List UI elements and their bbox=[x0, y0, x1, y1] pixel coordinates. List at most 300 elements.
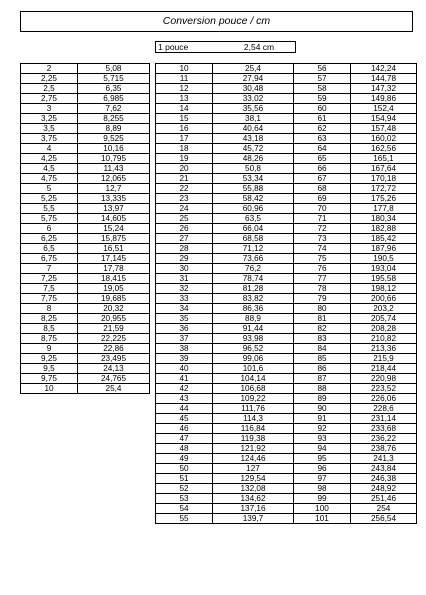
table-row bbox=[156, 94, 294, 104]
table-row bbox=[294, 134, 417, 144]
table-row bbox=[156, 304, 294, 314]
inch-cell: 65 bbox=[294, 154, 351, 164]
cm-cell: 132,08 bbox=[213, 484, 294, 494]
cm-cell: 7,62 bbox=[78, 104, 150, 114]
cm-cell: 185,42 bbox=[351, 234, 417, 244]
cm-cell: 14,605 bbox=[78, 214, 150, 224]
conversion-table-1 bbox=[20, 63, 150, 394]
cm-cell: 127 bbox=[213, 464, 294, 474]
inch-cell: 84 bbox=[294, 344, 351, 354]
table-row bbox=[21, 194, 150, 204]
cm-cell: 19,05 bbox=[78, 284, 150, 294]
cm-cell: 81,28 bbox=[213, 284, 294, 294]
inch-cell: 8 bbox=[21, 304, 78, 314]
inch-cell: 64 bbox=[294, 144, 351, 154]
cm-cell: 24,765 bbox=[78, 374, 150, 384]
table-row bbox=[156, 364, 294, 374]
inch-cell: 97 bbox=[294, 474, 351, 484]
cm-cell: 43,18 bbox=[213, 134, 294, 144]
cm-cell: 104,14 bbox=[213, 374, 294, 384]
table-row bbox=[294, 194, 417, 204]
table-row bbox=[294, 514, 417, 524]
cm-cell: 5,715 bbox=[78, 74, 150, 84]
cm-cell: 195,58 bbox=[351, 274, 417, 284]
table-row bbox=[156, 264, 294, 274]
cm-cell: 24,13 bbox=[78, 364, 150, 374]
cm-cell: 246,38 bbox=[351, 474, 417, 484]
cm-cell: 78,74 bbox=[213, 274, 294, 284]
cm-cell: 25,4 bbox=[78, 384, 150, 394]
table-row bbox=[156, 184, 294, 194]
inch-cell: 3,5 bbox=[21, 124, 78, 134]
cm-cell: 45,72 bbox=[213, 144, 294, 154]
inch-cell: 27 bbox=[156, 234, 213, 244]
cm-cell: 213,36 bbox=[351, 344, 417, 354]
inch-cell: 76 bbox=[294, 264, 351, 274]
table-row bbox=[156, 504, 294, 514]
table-row bbox=[294, 444, 417, 454]
inch-cell: 60 bbox=[294, 104, 351, 114]
cm-cell: 121,92 bbox=[213, 444, 294, 454]
inch-cell: 5 bbox=[21, 184, 78, 194]
cm-cell: 111,76 bbox=[213, 404, 294, 414]
cm-cell: 60,96 bbox=[213, 204, 294, 214]
table-row bbox=[294, 454, 417, 464]
cm-cell: 210,82 bbox=[351, 334, 417, 344]
table-row bbox=[294, 144, 417, 154]
table-row bbox=[156, 434, 294, 444]
inch-cell: 8,75 bbox=[21, 334, 78, 344]
inch-cell: 41 bbox=[156, 374, 213, 384]
cm-cell: 10,16 bbox=[78, 144, 150, 154]
table-row bbox=[156, 374, 294, 384]
table-row bbox=[294, 414, 417, 424]
table-row bbox=[156, 384, 294, 394]
table-row bbox=[294, 214, 417, 224]
inch-cell: 82 bbox=[294, 324, 351, 334]
inch-cell: 55 bbox=[156, 514, 213, 524]
inch-cell: 33 bbox=[156, 294, 213, 304]
inch-cell: 14 bbox=[156, 104, 213, 114]
table-row bbox=[21, 254, 150, 264]
cm-cell: 241,3 bbox=[351, 454, 417, 464]
inch-cell: 17 bbox=[156, 134, 213, 144]
inch-cell: 87 bbox=[294, 374, 351, 384]
table-row bbox=[156, 354, 294, 364]
cm-cell: 50,8 bbox=[213, 164, 294, 174]
inch-cell: 9,25 bbox=[21, 354, 78, 364]
table-row bbox=[294, 224, 417, 234]
cm-cell: 129,54 bbox=[213, 474, 294, 484]
cm-cell: 20,955 bbox=[78, 314, 150, 324]
inch-cell: 36 bbox=[156, 324, 213, 334]
table-row bbox=[294, 174, 417, 184]
table-row bbox=[294, 424, 417, 434]
cm-cell: 233,68 bbox=[351, 424, 417, 434]
inch-cell: 47 bbox=[156, 434, 213, 444]
table-row bbox=[156, 334, 294, 344]
inch-cell: 10 bbox=[21, 384, 78, 394]
cm-cell: 83,82 bbox=[213, 294, 294, 304]
table-row bbox=[21, 204, 150, 214]
cm-cell: 6,985 bbox=[78, 94, 150, 104]
table-row bbox=[21, 174, 150, 184]
inch-cell: 15 bbox=[156, 114, 213, 124]
table-row bbox=[294, 294, 417, 304]
inch-cell: 67 bbox=[294, 174, 351, 184]
cm-cell: 17,78 bbox=[78, 264, 150, 274]
inch-cell: 11 bbox=[156, 74, 213, 84]
table-row bbox=[156, 74, 294, 84]
cm-cell: 91,44 bbox=[213, 324, 294, 334]
inch-cell: 75 bbox=[294, 254, 351, 264]
table-row bbox=[294, 104, 417, 114]
cm-cell: 33,02 bbox=[213, 94, 294, 104]
inch-cell: 56 bbox=[294, 64, 351, 74]
inch-cell: 2 bbox=[21, 64, 78, 74]
inch-cell: 18 bbox=[156, 144, 213, 154]
table-row bbox=[294, 314, 417, 324]
cm-cell: 200,66 bbox=[351, 294, 417, 304]
inch-cell: 32 bbox=[156, 284, 213, 294]
inch-cell: 91 bbox=[294, 414, 351, 424]
cm-cell: 137,16 bbox=[213, 504, 294, 514]
inch-cell: 63 bbox=[294, 134, 351, 144]
table-row bbox=[294, 284, 417, 294]
cm-cell: 254 bbox=[351, 504, 417, 514]
inch-cell: 49 bbox=[156, 454, 213, 464]
cm-cell: 25,4 bbox=[213, 64, 294, 74]
table-row bbox=[156, 494, 294, 504]
cm-cell: 15,24 bbox=[78, 224, 150, 234]
inch-cell: 74 bbox=[294, 244, 351, 254]
cm-cell: 48,26 bbox=[213, 154, 294, 164]
cm-cell: 187,96 bbox=[351, 244, 417, 254]
cm-cell: 71,12 bbox=[213, 244, 294, 254]
inch-cell: 7,5 bbox=[21, 284, 78, 294]
cm-cell: 149,86 bbox=[351, 94, 417, 104]
cm-cell: 58,42 bbox=[213, 194, 294, 204]
table-row bbox=[294, 464, 417, 474]
table-row bbox=[21, 134, 150, 144]
table-row bbox=[294, 84, 417, 94]
cm-cell: 68,58 bbox=[213, 234, 294, 244]
cm-cell: 203,2 bbox=[351, 304, 417, 314]
table-row bbox=[21, 84, 150, 94]
cm-cell: 20,32 bbox=[78, 304, 150, 314]
inch-cell: 5,5 bbox=[21, 204, 78, 214]
table-row bbox=[294, 304, 417, 314]
inch-cell: 77 bbox=[294, 274, 351, 284]
table-row bbox=[156, 344, 294, 354]
inch-cell: 37 bbox=[156, 334, 213, 344]
table-row bbox=[156, 284, 294, 294]
cm-cell: 256,54 bbox=[351, 514, 417, 524]
inch-cell: 78 bbox=[294, 284, 351, 294]
table-row bbox=[294, 244, 417, 254]
table-row bbox=[21, 244, 150, 254]
cm-cell: 238,76 bbox=[351, 444, 417, 454]
table-row bbox=[294, 364, 417, 374]
table-row bbox=[21, 154, 150, 164]
table-row bbox=[294, 434, 417, 444]
cm-cell: 170,18 bbox=[351, 174, 417, 184]
table-row bbox=[156, 484, 294, 494]
inch-cell: 3,25 bbox=[21, 114, 78, 124]
inch-cell: 16 bbox=[156, 124, 213, 134]
cm-cell: 243,84 bbox=[351, 464, 417, 474]
cm-cell: 157,48 bbox=[351, 124, 417, 134]
table-row bbox=[294, 264, 417, 274]
cm-cell: 11,43 bbox=[78, 164, 150, 174]
cm-cell: 13,97 bbox=[78, 204, 150, 214]
table-row bbox=[294, 484, 417, 494]
table-row bbox=[294, 234, 417, 244]
cm-cell: 6,35 bbox=[78, 84, 150, 94]
table-row bbox=[294, 354, 417, 364]
cm-cell: 180,34 bbox=[351, 214, 417, 224]
inch-cell: 45 bbox=[156, 414, 213, 424]
cm-cell: 236,22 bbox=[351, 434, 417, 444]
table-row bbox=[294, 404, 417, 414]
table-row bbox=[21, 124, 150, 134]
inch-cell: 54 bbox=[156, 504, 213, 514]
cm-cell: 223,52 bbox=[351, 384, 417, 394]
table-row bbox=[156, 224, 294, 234]
table-row bbox=[21, 374, 150, 384]
table-row bbox=[21, 334, 150, 344]
inch-cell: 12 bbox=[156, 84, 213, 94]
table-row bbox=[156, 114, 294, 124]
table-row bbox=[156, 194, 294, 204]
cm-cell: 226,06 bbox=[351, 394, 417, 404]
table-row bbox=[156, 414, 294, 424]
table-row bbox=[294, 334, 417, 344]
inch-cell: 22 bbox=[156, 184, 213, 194]
table-row bbox=[156, 204, 294, 214]
cm-cell: 8,89 bbox=[78, 124, 150, 134]
cm-cell: 8,255 bbox=[78, 114, 150, 124]
table-row bbox=[21, 304, 150, 314]
table-row bbox=[21, 104, 150, 114]
cm-cell: 9,525 bbox=[78, 134, 150, 144]
cm-cell: 19,685 bbox=[78, 294, 150, 304]
cm-cell: 134,62 bbox=[213, 494, 294, 504]
table-row bbox=[21, 354, 150, 364]
cm-cell: 35,56 bbox=[213, 104, 294, 114]
inch-cell: 90 bbox=[294, 404, 351, 414]
cm-cell: 251,46 bbox=[351, 494, 417, 504]
inch-cell: 81 bbox=[294, 314, 351, 324]
inch-cell: 52 bbox=[156, 484, 213, 494]
table-row bbox=[156, 214, 294, 224]
inch-cell: 5,75 bbox=[21, 214, 78, 224]
inch-cell: 34 bbox=[156, 304, 213, 314]
inch-cell: 7,75 bbox=[21, 294, 78, 304]
inch-cell: 28 bbox=[156, 244, 213, 254]
inch-cell: 40 bbox=[156, 364, 213, 374]
table-row bbox=[21, 94, 150, 104]
table-row bbox=[21, 114, 150, 124]
table-row bbox=[156, 464, 294, 474]
inch-cell: 66 bbox=[294, 164, 351, 174]
cm-cell: 116,84 bbox=[213, 424, 294, 434]
inch-cell: 6,75 bbox=[21, 254, 78, 264]
inch-cell: 31 bbox=[156, 274, 213, 284]
inch-cell: 96 bbox=[294, 464, 351, 474]
cm-cell: 154,94 bbox=[351, 114, 417, 124]
inch-cell: 5,25 bbox=[21, 194, 78, 204]
table-row bbox=[294, 184, 417, 194]
table-row bbox=[21, 224, 150, 234]
inch-cell: 89 bbox=[294, 394, 351, 404]
table-row bbox=[21, 234, 150, 244]
conversion-table-2 bbox=[155, 63, 294, 524]
table-row bbox=[156, 84, 294, 94]
cm-cell: 190,5 bbox=[351, 254, 417, 264]
table-row bbox=[294, 164, 417, 174]
table-row bbox=[21, 184, 150, 194]
inch-cell: 88 bbox=[294, 384, 351, 394]
inch-cell: 13 bbox=[156, 94, 213, 104]
table-row bbox=[156, 394, 294, 404]
table-row bbox=[294, 274, 417, 284]
conversion-table-3 bbox=[293, 63, 417, 524]
cm-cell: 160,02 bbox=[351, 134, 417, 144]
inch-cell: 35 bbox=[156, 314, 213, 324]
inch-cell: 99 bbox=[294, 494, 351, 504]
table-row bbox=[156, 324, 294, 334]
inch-cell: 9,75 bbox=[21, 374, 78, 384]
inch-cell: 39 bbox=[156, 354, 213, 364]
inch-cell: 43 bbox=[156, 394, 213, 404]
cm-cell: 218,44 bbox=[351, 364, 417, 374]
cm-cell: 106,68 bbox=[213, 384, 294, 394]
inch-cell: 59 bbox=[294, 94, 351, 104]
cm-cell: 5,08 bbox=[78, 64, 150, 74]
cm-cell: 101,6 bbox=[213, 364, 294, 374]
table-row bbox=[156, 104, 294, 114]
table-row bbox=[21, 64, 150, 74]
inch-cell: 9,5 bbox=[21, 364, 78, 374]
inch-cell: 71 bbox=[294, 214, 351, 224]
cm-cell: 165,1 bbox=[351, 154, 417, 164]
table-row bbox=[294, 254, 417, 264]
cm-cell: 17,145 bbox=[78, 254, 150, 264]
table-row bbox=[294, 504, 417, 514]
table-row bbox=[156, 234, 294, 244]
table-row bbox=[21, 144, 150, 154]
inch-cell: 6 bbox=[21, 224, 78, 234]
reference-label: 1 pouce bbox=[158, 42, 189, 52]
inch-cell: 101 bbox=[294, 514, 351, 524]
inch-cell: 95 bbox=[294, 454, 351, 464]
cm-cell: 73,66 bbox=[213, 254, 294, 264]
table-row bbox=[294, 344, 417, 354]
table-row bbox=[156, 514, 294, 524]
inch-cell: 50 bbox=[156, 464, 213, 474]
table-row bbox=[294, 474, 417, 484]
cm-cell: 215,9 bbox=[351, 354, 417, 364]
cm-cell: 27,94 bbox=[213, 74, 294, 84]
cm-cell: 88,9 bbox=[213, 314, 294, 324]
cm-cell: 93,98 bbox=[213, 334, 294, 344]
inch-cell: 61 bbox=[294, 114, 351, 124]
cm-cell: 76,2 bbox=[213, 264, 294, 274]
inch-cell: 70 bbox=[294, 204, 351, 214]
inch-cell: 2,5 bbox=[21, 84, 78, 94]
cm-cell: 220,98 bbox=[351, 374, 417, 384]
cm-cell: 114,3 bbox=[213, 414, 294, 424]
inch-cell: 4,25 bbox=[21, 154, 78, 164]
inch-cell: 42 bbox=[156, 384, 213, 394]
inch-cell: 3,75 bbox=[21, 134, 78, 144]
table-row bbox=[21, 324, 150, 334]
table-row bbox=[156, 154, 294, 164]
cm-cell: 177,8 bbox=[351, 204, 417, 214]
table-row bbox=[294, 494, 417, 504]
cm-cell: 109,22 bbox=[213, 394, 294, 404]
table-row bbox=[21, 364, 150, 374]
table-row bbox=[156, 254, 294, 264]
inch-cell: 2,75 bbox=[21, 94, 78, 104]
table-row bbox=[156, 244, 294, 254]
table-row bbox=[156, 474, 294, 484]
table-row bbox=[21, 274, 150, 284]
cm-cell: 30,48 bbox=[213, 84, 294, 94]
inch-cell: 83 bbox=[294, 334, 351, 344]
inch-cell: 48 bbox=[156, 444, 213, 454]
inch-cell: 9 bbox=[21, 344, 78, 354]
table-row bbox=[21, 344, 150, 354]
cm-cell: 21,59 bbox=[78, 324, 150, 334]
inch-cell: 8,5 bbox=[21, 324, 78, 334]
table-row bbox=[156, 174, 294, 184]
table-row bbox=[21, 74, 150, 84]
table-row bbox=[156, 404, 294, 414]
inch-cell: 6,25 bbox=[21, 234, 78, 244]
inch-cell: 58 bbox=[294, 84, 351, 94]
cm-cell: 96,52 bbox=[213, 344, 294, 354]
cm-cell: 18,415 bbox=[78, 274, 150, 284]
inch-cell: 10 bbox=[156, 64, 213, 74]
cm-cell: 13,335 bbox=[78, 194, 150, 204]
inch-cell: 93 bbox=[294, 434, 351, 444]
inch-cell: 62 bbox=[294, 124, 351, 134]
inch-cell: 98 bbox=[294, 484, 351, 494]
table-row bbox=[156, 314, 294, 324]
table-row bbox=[21, 294, 150, 304]
cm-cell: 172,72 bbox=[351, 184, 417, 194]
table-row bbox=[21, 314, 150, 324]
cm-cell: 147,32 bbox=[351, 84, 417, 94]
cm-cell: 144,78 bbox=[351, 74, 417, 84]
inch-cell: 6,5 bbox=[21, 244, 78, 254]
cm-cell: 23,495 bbox=[78, 354, 150, 364]
inch-cell: 53 bbox=[156, 494, 213, 504]
table-row bbox=[156, 134, 294, 144]
table-row bbox=[21, 214, 150, 224]
cm-cell: 124,46 bbox=[213, 454, 294, 464]
table-row bbox=[294, 374, 417, 384]
table-row bbox=[294, 204, 417, 214]
cm-cell: 167,64 bbox=[351, 164, 417, 174]
inch-cell: 73 bbox=[294, 234, 351, 244]
table-row bbox=[21, 384, 150, 394]
table-row bbox=[156, 124, 294, 134]
table-row bbox=[294, 154, 417, 164]
cm-cell: 248,92 bbox=[351, 484, 417, 494]
